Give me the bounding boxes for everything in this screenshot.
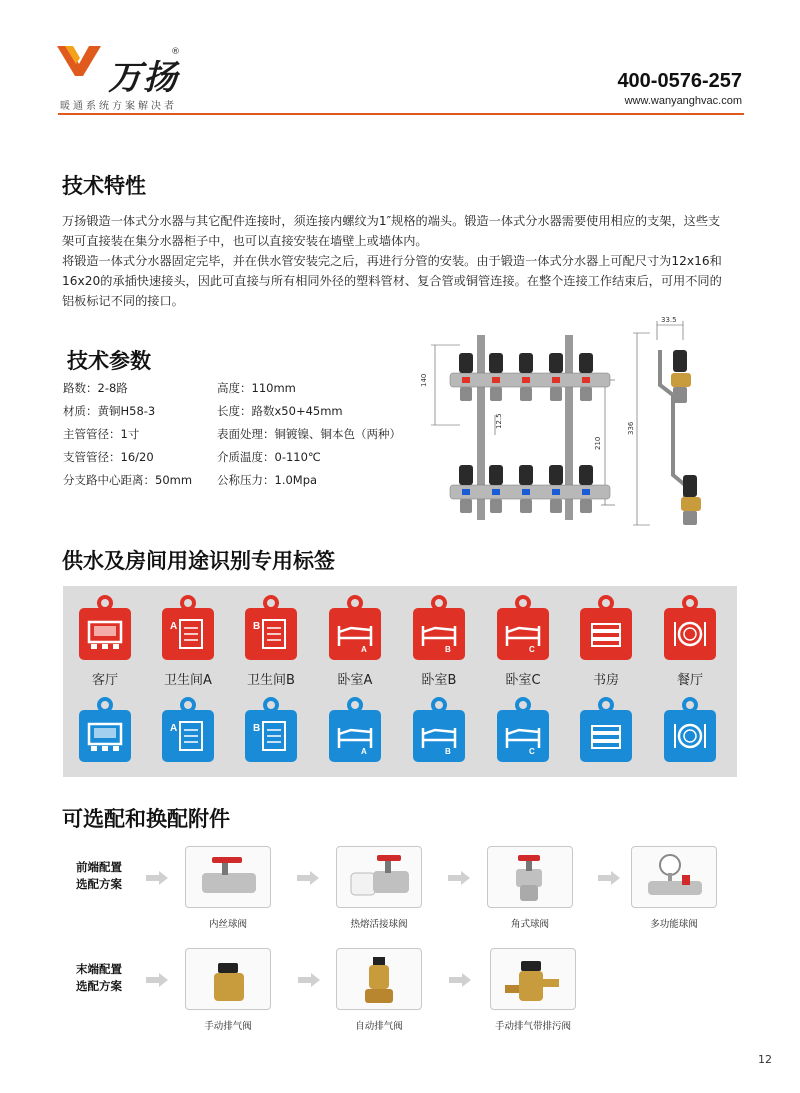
front-accessory-item-2[interactable]: [336, 846, 422, 908]
label-tag-red-2: [162, 608, 214, 660]
label-tag-red-8: [664, 608, 716, 660]
website-link[interactable]: www.wanyanghvac.com: [624, 95, 742, 107]
tag-hole: [180, 697, 196, 713]
valve-image-icon: [345, 955, 415, 1009]
end-accessory-item-3[interactable]: [490, 948, 576, 1010]
labels-title: 供水及房间用途识别专用标签: [62, 549, 335, 573]
end-config-label: [76, 961, 122, 995]
dim-12-5-label: 12.5: [495, 413, 503, 429]
param-pressure: 公称压力：1.0Mpa: [217, 473, 318, 487]
valve-image-icon: [194, 853, 264, 907]
label-tag-blue-4: [329, 710, 381, 762]
tag-hole: [180, 595, 196, 611]
svg-text:B: B: [445, 747, 451, 754]
svg-text:A: A: [170, 621, 178, 632]
label-tag-name: 卧室A: [337, 673, 373, 688]
param-height: 高度：110mm: [217, 381, 296, 395]
tag-hole: [682, 697, 698, 713]
arrow-right-icon: [298, 972, 320, 986]
param-branch-pipe: 支管管径：16/20: [63, 450, 154, 464]
end-accessory-item-2[interactable]: [336, 948, 422, 1010]
end-accessory-item-name: 手动排气阀: [204, 1021, 252, 1032]
svg-text:C: C: [529, 747, 535, 754]
end-accessory-item-name: 自动排气阀: [355, 1021, 403, 1032]
arrow-right-icon: [146, 972, 168, 986]
label-tag-name: 书房: [592, 673, 619, 688]
label-tag-name: 卧室B: [421, 673, 457, 688]
features-paragraph-1: 万扬锻造一体式分水器与其它配件连接时，须连接内螺纹为1″规格的端头。锻造一体式分水器需要使用相应的支架，这些支架可直接装在集分水器柜子中，也可以直接安装在墙壁上或墙体内。: [62, 214, 721, 248]
registered-mark: ®: [171, 47, 180, 57]
tag-hole: [431, 697, 447, 713]
svg-text:A: A: [361, 645, 367, 652]
label-tag-red-5: [413, 608, 465, 660]
param-temperature: 介质温度：0-110℃: [217, 450, 321, 464]
arrow-right-icon: [598, 870, 620, 884]
arrow-right-icon: [448, 870, 470, 884]
front-accessory-item-3[interactable]: [487, 846, 573, 908]
svg-text:A: A: [170, 723, 178, 734]
label-tag-red-6: [497, 608, 549, 660]
tag-hole: [515, 697, 531, 713]
brand-name: 万扬: [108, 58, 178, 98]
end-accessory-item-1[interactable]: [185, 948, 271, 1010]
label-tag-name: 卫生间B: [247, 673, 295, 688]
front-accessory-item-1[interactable]: [185, 846, 271, 908]
param-main-pipe: 主管管径：1寸: [63, 427, 140, 441]
tag-hole: [682, 595, 698, 611]
front-config-label: [76, 859, 122, 893]
tag-hole: [431, 595, 447, 611]
front-accessory-item-name: 多功能球阀: [650, 919, 698, 930]
label-tag-blue-6: [497, 710, 549, 762]
tag-hole: [598, 697, 614, 713]
label-tag-blue-5: [413, 710, 465, 762]
tag-hole: [347, 595, 363, 611]
label-tag-blue-1: [79, 710, 131, 762]
features-title: 技术特性: [62, 174, 146, 198]
label-tag-red-3: [245, 608, 297, 660]
param-ways: 路数：2-8路: [63, 381, 128, 395]
tag-hole: [347, 697, 363, 713]
label-tag-name: 卧室C: [505, 673, 541, 688]
brand-slogan: 暖通系统方案解决者: [60, 101, 177, 112]
params-title: 技术参数: [67, 349, 151, 373]
front-accessory-item-4[interactable]: [631, 846, 717, 908]
front-accessory-item-name: 角式球阀: [510, 919, 549, 930]
dim-336-label: 336: [627, 421, 635, 435]
valve-image-icon: [640, 853, 710, 907]
valve-image-icon: [496, 853, 566, 907]
label-tag-name: 餐厅: [676, 673, 703, 688]
label-tag-red-4: [329, 608, 381, 660]
svg-text:C: C: [529, 645, 535, 652]
label-tag-blue-3: [245, 710, 297, 762]
end-config-label-line1: 末端配置: [76, 962, 122, 976]
param-length: 长度：路数x50+45mm: [217, 404, 343, 418]
header-divider: [58, 113, 744, 115]
label-tag-blue-2: [162, 710, 214, 762]
front-config-label-line1: 前端配置: [76, 860, 122, 874]
end-accessory-item-name: 手动排气带排污阀: [494, 1021, 571, 1032]
label-tag-name: 卫生间A: [164, 673, 212, 688]
arrow-right-icon: [146, 870, 168, 884]
dim-140-label: 140: [420, 373, 428, 387]
tag-hole: [263, 595, 279, 611]
valve-image-icon: [194, 955, 264, 1009]
label-tag-red-1: [79, 608, 131, 660]
svg-text:B: B: [445, 645, 451, 652]
param-surface: 表面处理：铜镀镍、铜本色（两种）: [217, 427, 401, 441]
tag-hole: [515, 595, 531, 611]
front-accessory-item-name: 内丝球阀: [208, 919, 247, 930]
tag-hole: [97, 697, 113, 713]
label-tag-blue-8: [664, 710, 716, 762]
phone-number: 400-0576-257: [617, 70, 742, 92]
svg-text:B: B: [253, 723, 261, 734]
label-tag-red-7: [580, 608, 632, 660]
page-header: [0, 0, 800, 120]
features-paragraph-2: 将锻造一体式分水器固定完毕，并在供水管安装完之后，再进行分管的安装。由于锻造一体式分水器上可配尺寸为12x16和16x20的承插快速接头，因此可直接与所有相同外径的塑料管材、复合管或铜管连接。在整个连接工作结束后，可用不同的铝板标记不同的接口。: [62, 254, 722, 308]
front-accessory-item-name: 热熔活接球阀: [350, 919, 408, 930]
valve-image-icon: [499, 955, 569, 1009]
end-config-label-line2: 选配方案: [76, 979, 122, 993]
accessories-title: 可选配和换配附件: [62, 807, 230, 831]
valve-image-icon: [345, 853, 415, 907]
manifold-diagram: [415, 315, 720, 530]
brand-logo-icon: [55, 42, 105, 84]
arrow-right-icon: [449, 972, 471, 986]
svg-text:A: A: [361, 747, 367, 754]
page-number: 12: [758, 1053, 772, 1066]
tag-hole: [263, 697, 279, 713]
tag-hole: [598, 595, 614, 611]
param-material: 材质：黄铜H58-3: [63, 404, 156, 418]
label-tag-blue-7: [580, 710, 632, 762]
param-branch-distance: 分支路中心距离：50mm: [63, 473, 193, 487]
tag-hole: [97, 595, 113, 611]
label-tag-name: 客厅: [91, 673, 118, 688]
arrow-right-icon: [297, 870, 319, 884]
svg-text:B: B: [253, 621, 261, 632]
dim-210-label: 210: [594, 436, 602, 450]
dim-33-5-label: 33.5: [661, 316, 677, 324]
front-config-label-line2: 选配方案: [76, 877, 122, 891]
